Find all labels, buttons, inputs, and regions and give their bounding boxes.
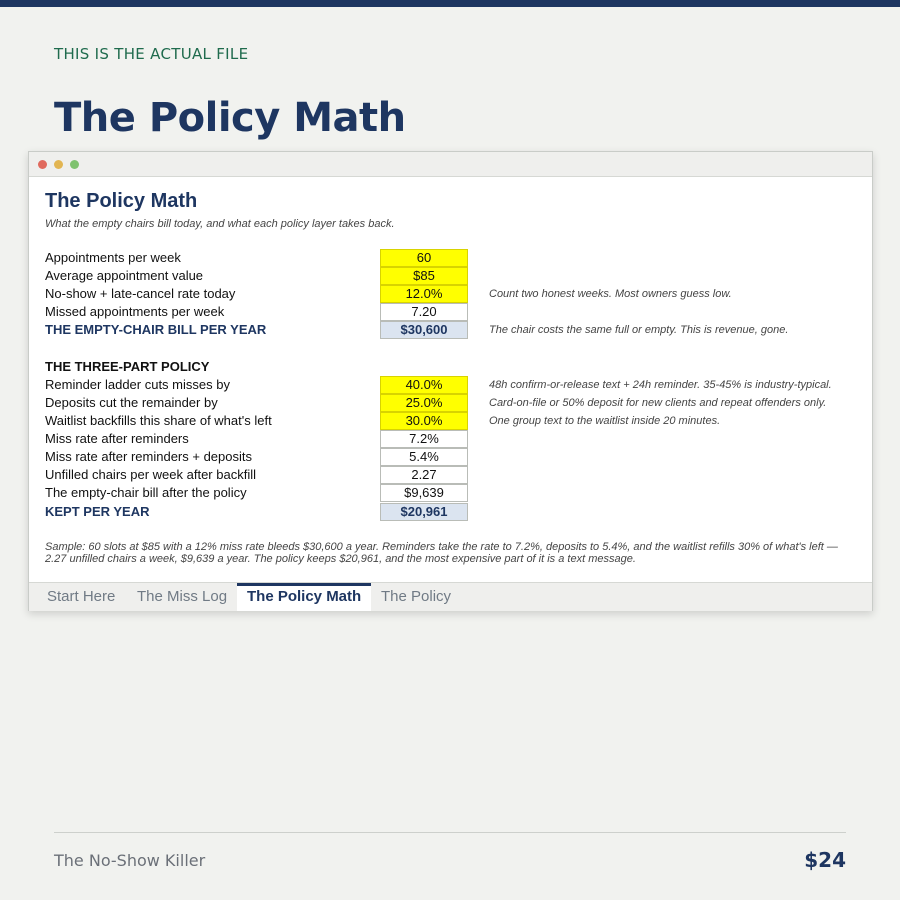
row-label: The empty-chair bill after the policy xyxy=(45,485,247,500)
total-cell[interactable]: $20,961 xyxy=(380,503,468,521)
tab-start-here[interactable]: Start Here xyxy=(47,588,116,605)
input-cell[interactable]: 12.0% xyxy=(380,285,468,303)
row-reminder-ladder xyxy=(45,376,845,394)
row-label: Appointments per week xyxy=(45,250,181,265)
row-empty-chair-bill xyxy=(45,321,845,339)
row-bill-after-policy xyxy=(45,484,845,502)
row-label: Average appointment value xyxy=(45,268,204,283)
input-cell[interactable]: 60 xyxy=(380,249,468,267)
row-avg-value xyxy=(45,267,845,285)
row-kept-per-year xyxy=(45,503,845,521)
row-noshow-rate xyxy=(45,285,845,303)
row-label: Unfilled chairs per week after backfill xyxy=(45,467,256,482)
total-cell[interactable]: $30,600 xyxy=(380,321,468,339)
tab-miss-log[interactable]: The Miss Log xyxy=(137,588,228,605)
section-heading: THE THREE-PART POLICY xyxy=(45,359,210,374)
row-label: Reminder ladder cuts misses by xyxy=(45,377,230,392)
spreadsheet-window xyxy=(28,151,873,611)
row-note: The chair costs the same full or empty. This is revenue, gone. xyxy=(489,324,789,336)
row-waitlist xyxy=(45,412,845,430)
row-label: Miss rate after reminders + deposits xyxy=(45,449,252,464)
row-note: Card-on-file or 50% deposit for new clients and repeat offenders only. xyxy=(489,397,827,409)
row-label: No-show + late-cancel rate today xyxy=(45,286,236,301)
row-label: THE EMPTY-CHAIR BILL PER YEAR xyxy=(45,322,267,337)
sheet-tab-bar xyxy=(29,582,872,611)
input-cell[interactable]: 40.0% xyxy=(380,376,468,394)
window-chrome xyxy=(29,152,872,177)
row-missed-per-week xyxy=(45,303,845,321)
calc-cell[interactable]: 5.4% xyxy=(380,448,468,466)
row-note: One group text to the waitlist inside 20 minutes. xyxy=(489,415,721,427)
calc-cell[interactable]: 2.27 xyxy=(380,466,468,484)
input-cell[interactable]: 25.0% xyxy=(380,394,468,412)
minimize-dot-icon[interactable] xyxy=(54,160,63,169)
maximize-dot-icon[interactable] xyxy=(70,160,79,169)
page-title: The Policy Math xyxy=(54,95,406,141)
kicker-text: THIS IS THE ACTUAL FILE xyxy=(54,45,249,63)
row-miss-after-deposits xyxy=(45,448,845,466)
row-note: Count two honest weeks. Most owners guess low. xyxy=(489,288,732,300)
calc-cell[interactable]: 7.20 xyxy=(380,303,468,321)
top-accent-bar xyxy=(0,0,900,7)
row-deposits xyxy=(45,394,845,412)
sheet-area xyxy=(29,177,872,582)
row-note: 48h confirm-or-release text + 24h reminder. 35-45% is industry-typical. xyxy=(489,379,832,391)
input-cell[interactable]: 30.0% xyxy=(380,412,468,430)
row-miss-after-reminders xyxy=(45,430,845,448)
calc-cell[interactable]: 7.2% xyxy=(380,430,468,448)
input-cell[interactable]: $85 xyxy=(380,267,468,285)
footer-divider xyxy=(54,832,846,833)
row-label: Deposits cut the remainder by xyxy=(45,395,218,410)
section-heading-row xyxy=(45,358,845,376)
row-label: Waitlist backfills this share of what's left xyxy=(45,413,272,428)
sample-note: Sample: 60 slots at $85 with a 12% miss rate bleeds $30,600 a year. Reminders take the rate to 7.2%, deposits to 5.4%, and the waitlist refills 30% of what's left — 2.27 unfilled chairs a week, $9,639 a year. The policy keeps $20,961, and the most expensive part of it is a text message. xyxy=(45,541,838,565)
tab-policy[interactable]: The Policy xyxy=(381,588,452,605)
row-label: KEPT PER YEAR xyxy=(45,504,150,519)
row-label: Missed appointments per week xyxy=(45,304,225,319)
product-name: The No-Show Killer xyxy=(54,851,206,870)
sheet-title: The Policy Math xyxy=(45,190,198,212)
row-unfilled-chairs xyxy=(45,466,845,484)
close-dot-icon[interactable] xyxy=(38,160,47,169)
price-label: $24 xyxy=(804,848,846,872)
calc-cell[interactable]: $9,639 xyxy=(380,484,468,502)
tab-policy-math[interactable]: The Policy Math xyxy=(237,583,371,611)
row-label: Miss rate after reminders xyxy=(45,431,189,446)
sheet-subtitle: What the empty chairs bill today, and what each policy layer takes back. xyxy=(45,218,395,230)
row-appointments xyxy=(45,249,845,267)
